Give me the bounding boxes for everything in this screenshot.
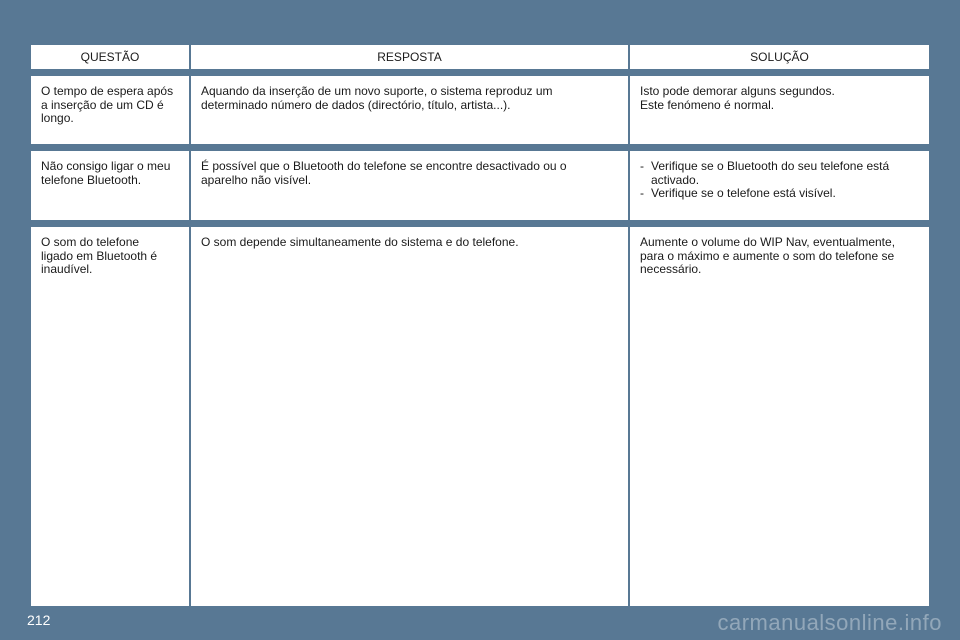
text-line: O som do telefone <box>41 235 140 249</box>
row2-answer <box>191 151 628 220</box>
row1-question <box>31 76 189 144</box>
bullet-dash: - <box>640 159 644 173</box>
text-line: Verifique se o Bluetooth do seu telefone está <box>651 159 890 173</box>
text-line: Aumente o volume do WIP Nav, eventualmente, <box>640 235 896 249</box>
row1-solution <box>630 76 929 144</box>
header-answer: RESPOSTA <box>191 45 628 69</box>
text-line: determinado número de dados (directório, título, artista...). <box>201 97 511 112</box>
text-line: activado. <box>651 172 700 187</box>
bullet-text <box>651 187 836 201</box>
header-solution: SOLUÇÃO <box>630 45 929 69</box>
row2-solution <box>630 151 929 220</box>
row3-solution <box>630 227 929 606</box>
bullet-item <box>640 187 919 201</box>
text-line: É possível que o Bluetooth do telefone se encontre desactivado ou o <box>201 159 567 173</box>
bullet-dash: - <box>640 186 644 200</box>
text-line: Aquando da inserção de um novo suporte, o sistema reproduz um <box>201 84 553 98</box>
header-question: QUESTÃO <box>31 45 189 69</box>
text-line: necessário. <box>640 262 702 276</box>
text-line: para o máximo e aumente o som do telefone se <box>640 248 895 263</box>
text-line: Não consigo ligar o meu <box>41 159 171 173</box>
text-line: O tempo de espera após <box>41 84 174 98</box>
watermark: carmanualsonline.info <box>717 610 942 635</box>
page-number: 212 <box>27 612 51 628</box>
text-line: Verifique se o telefone está visível. <box>651 186 836 200</box>
bullet-text <box>651 160 889 187</box>
text-line: ligado em Bluetooth é <box>41 248 158 263</box>
bullet-item <box>640 160 919 187</box>
text-line: longo. <box>41 111 74 125</box>
row2-question <box>31 151 189 220</box>
text-line: Este fenómeno é normal. <box>640 97 775 112</box>
row3-answer <box>191 227 628 606</box>
text-line: aparelho não visível. <box>201 172 312 187</box>
row1-answer <box>191 76 628 144</box>
text-line: Isto pode demorar alguns segundos. <box>640 84 835 98</box>
text-line: a inserção de um CD é <box>41 97 164 112</box>
text-line: telefone Bluetooth. <box>41 172 142 187</box>
text-line: inaudível. <box>41 262 93 276</box>
text-line: O som depende simultaneamente do sistema e do telefone. <box>201 235 519 249</box>
row3-question <box>31 227 189 606</box>
